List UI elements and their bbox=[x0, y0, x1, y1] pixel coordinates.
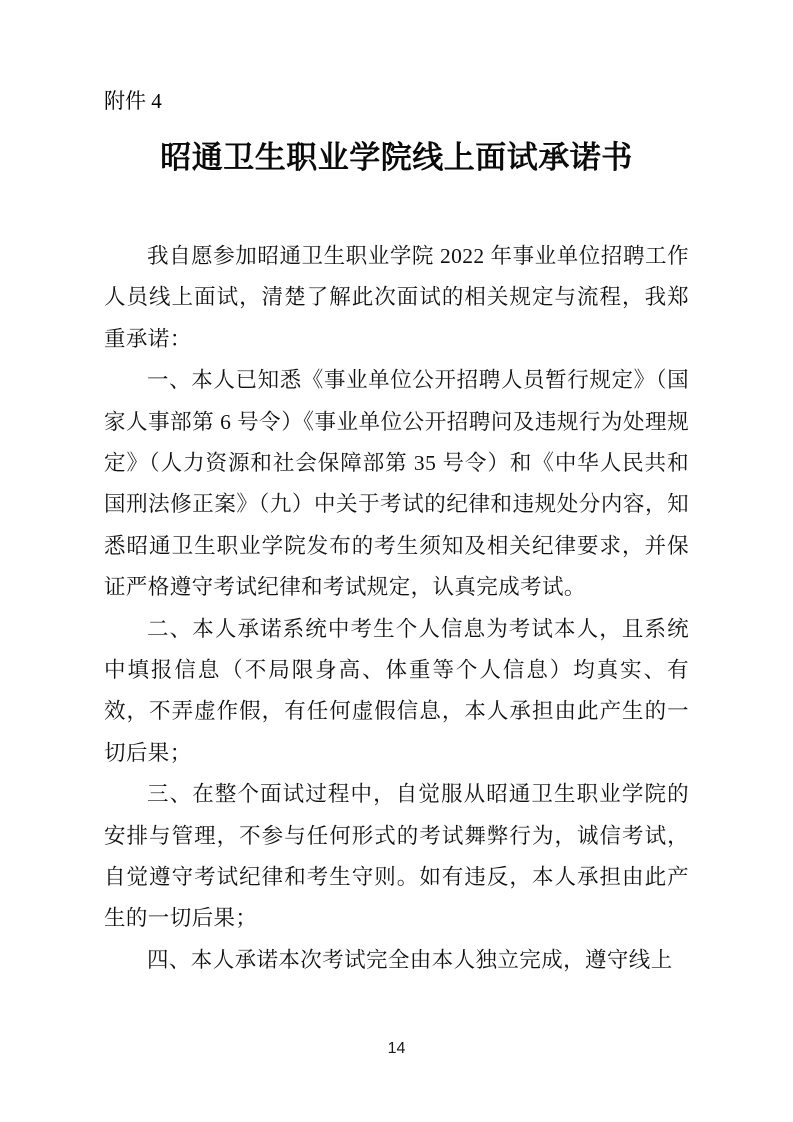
document-title: 昭通卫生职业学院线上面试承诺书 bbox=[160, 140, 633, 176]
paragraph-item-1: 一、本人已知悉《事业单位公开招聘人员暂行规定》（国家人事部第 6 号令）《事业单位公开招聘问及违规行为处理规定》（人力资源和社会保障部第 35 号令）和《中华人民共和国刑法修正案》（九）中关于考试的纪律和违规处分内容，知悉昭通卫生职业学院发布的考生须知及相关纪律要求，并保证严格遵守考试纪律和考试规定，认真完成考试。 bbox=[104, 368, 689, 600]
paragraph-intro: 我自愿参加昭通卫生职业学院 2022 年事业单位招聘工作人员线上面试，清楚了解此次面试的相关规定与流程，我郑重承诺： bbox=[104, 243, 689, 351]
paragraph-item-2: 二、本人承诺系统中考生个人信息为考试本人，且系统中填报信息（不局限身高、体重等个人信息）均真实、有效，不弄虚作假，有任何虚假信息，本人承担由此产生的一切后果； bbox=[104, 616, 689, 765]
page-number: 14 bbox=[387, 1040, 406, 1057]
document-body bbox=[104, 236, 689, 981]
attachment-label: 附件 4 bbox=[104, 89, 162, 113]
paragraph-item-4: 四、本人承诺本次考试完全由本人独立完成，遵守线上 bbox=[147, 947, 673, 972]
paragraph-item-3: 三、在整个面试过程中，自觉服从昭通卫生职业学院的安排与管理，不参与任何形式的考试舞弊行为，诚信考试，自觉遵守考试纪律和考生守则。如有违反，本人承担由此产生的一切后果； bbox=[104, 782, 689, 931]
